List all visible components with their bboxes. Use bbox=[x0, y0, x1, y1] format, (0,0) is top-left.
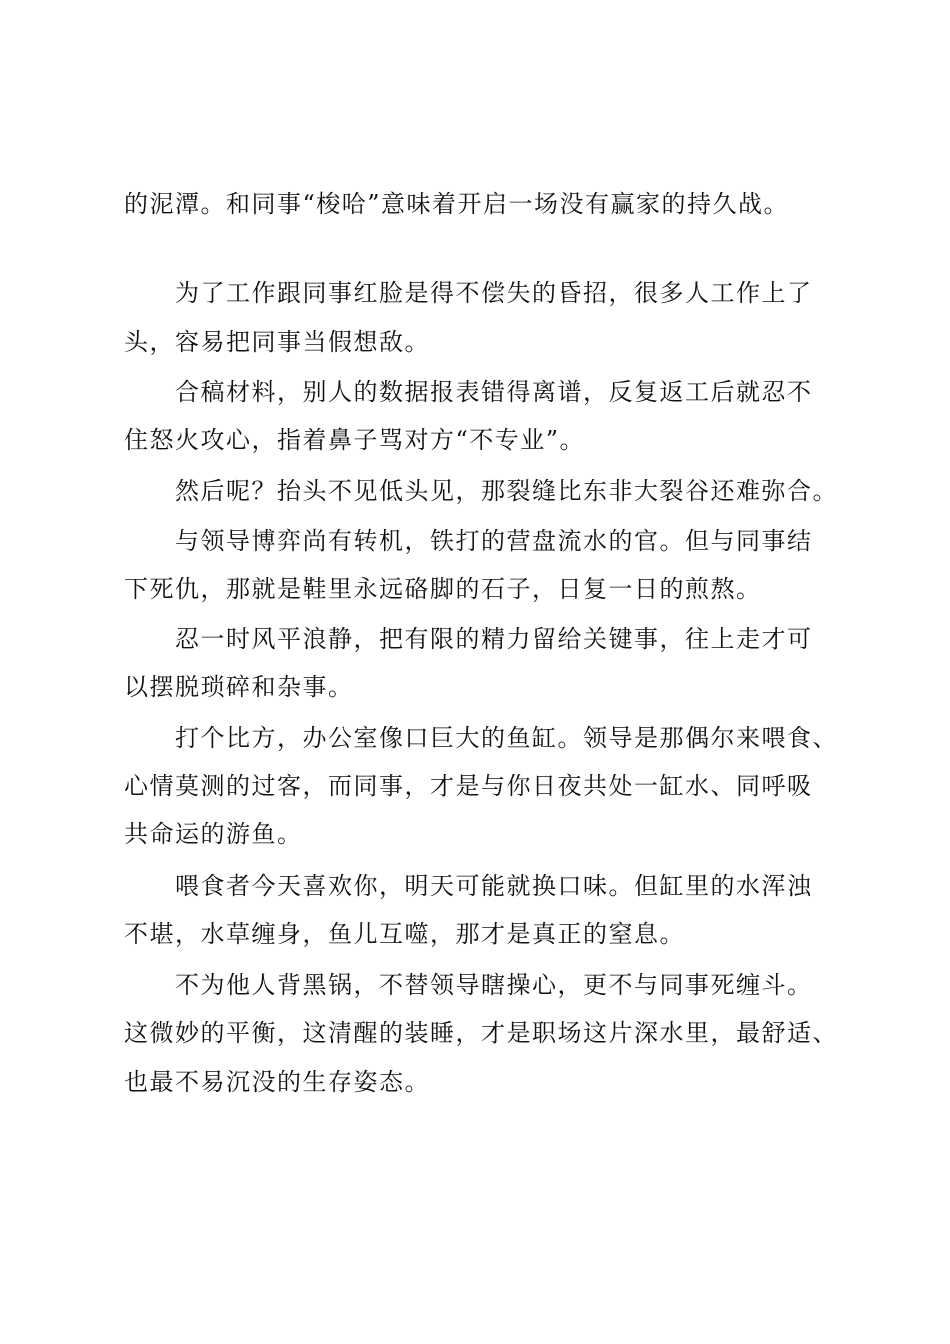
text-line: 也最不易沉没的生存姿态。 bbox=[124, 1068, 430, 1096]
text-line: 住怒火攻心，指着鼻子骂对方“不专业”。 bbox=[124, 426, 586, 454]
text-line: 忍一时风平浪静，把有限的精力留给关键事，往上走才可 bbox=[175, 625, 813, 653]
text-line: 为了工作跟同事红脸是得不偿失的昏招，很多人工作上了 bbox=[175, 279, 813, 307]
text-line: 下死仇，那就是鞋里永远硌脚的石子，日复一日的煎熬。 bbox=[124, 575, 762, 603]
text-line: 共命运的游鱼。 bbox=[124, 820, 303, 848]
text-line: 与领导博弈尚有转机，铁打的营盘流水的官。但与同事结 bbox=[175, 527, 813, 555]
text-line: 然后呢？抬头不见低头见，那裂缝比东非大裂谷还难弥合。 bbox=[175, 477, 838, 505]
text-line: 心情莫测的过客，而同事，才是与你日夜共处一缸水、同呼吸 bbox=[124, 772, 813, 800]
text-line: 以摆脱琐碎和杂事。 bbox=[124, 673, 354, 701]
text-line: 头，容易把同事当假想敌。 bbox=[124, 328, 430, 356]
text-line: 打个比方，办公室像口巨大的鱼缸。领导是那偶尔来喂食、 bbox=[175, 724, 838, 752]
text-line: 喂食者今天喜欢你，明天可能就换口味。但缸里的水浑浊 bbox=[175, 872, 813, 900]
text-line: 这微妙的平衡，这清醒的装睡，才是职场这片深水里，最舒适、 bbox=[124, 1019, 838, 1047]
text-line: 的泥潭。和同事“梭哈”意味着开启一场没有赢家的持久战。 bbox=[124, 190, 790, 218]
text-line: 不为他人背黑锅，不替领导瞎操心，更不与同事死缠斗。 bbox=[175, 971, 813, 999]
text-line: 合稿材料，别人的数据报表错得离谱，反复返工后就忍不 bbox=[175, 378, 813, 406]
text-line: 不堪，水草缠身，鱼儿互噬，那才是真正的窒息。 bbox=[124, 920, 685, 948]
